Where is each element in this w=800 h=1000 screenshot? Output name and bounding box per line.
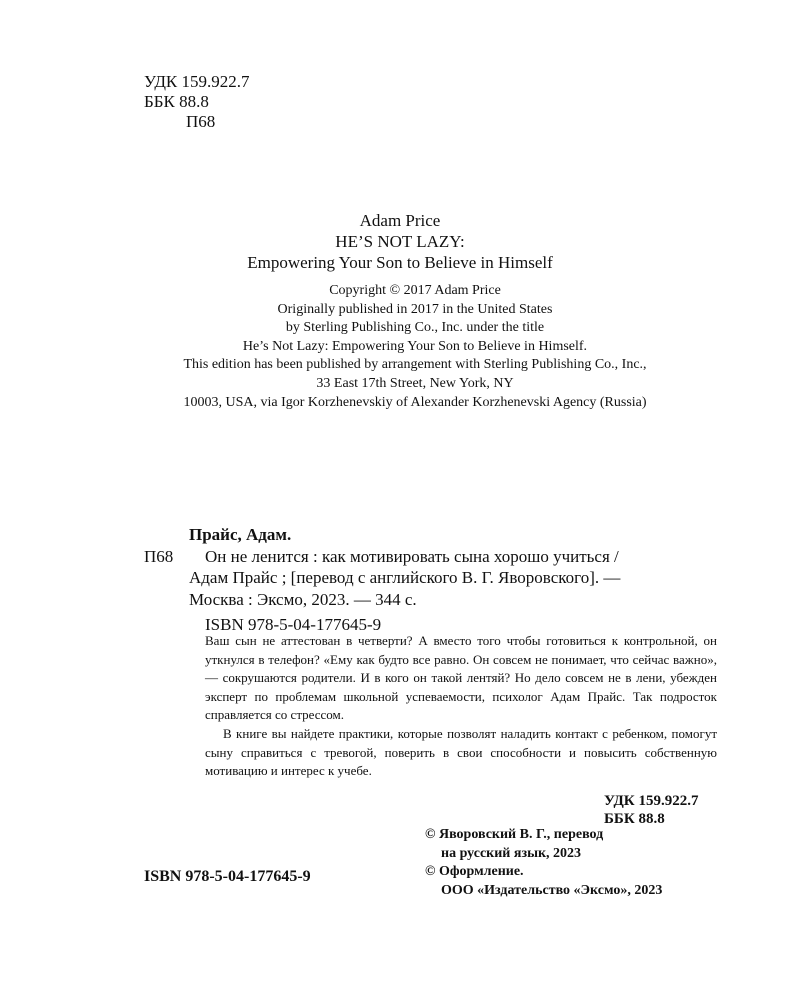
original-title: HE’S NOT LAZY: (335, 232, 465, 251)
classification-codes-top (144, 72, 250, 132)
copyright-line: 10003, USA, via Igor Korzhenevskiy of Alexander Korzhenevski Agency (Russia) (183, 394, 647, 410)
copyright-line: This edition has been published by arrangement with Sterling Publishing Co., Inc., (183, 357, 647, 373)
design-copyright-line: © Оформление. (425, 864, 524, 879)
udk-code: УДК 159.922.7 (144, 72, 250, 91)
translation-copyright-line: © Яворовский В. Г., перевод (425, 827, 604, 842)
record-mark: П68 (144, 546, 174, 566)
record-responsibility: Адам Прайс ; [перевод с английского В. Г. Яворовского]. — (189, 568, 621, 587)
annotation-paragraph: Ваш сын не аттестован в четверти? А вместо того чтобы готовиться к контрольной, он уткнулся в телефон? «Ему как будто все равно. Он совсем не понимает, что сейчас важно», — сокрушаются родители. И в кого он такой лентяй? Но дело совсем не в лени, убежден эксперт по проблемам школьной успеваемости, психолог Адам Прайс. Так подросток справляется со стрессом. (205, 633, 717, 723)
bbk-code: ББК 88.8 (144, 92, 209, 111)
translation-copyright (425, 826, 662, 900)
copyright-line: Copyright © 2017 Adam Price (329, 283, 501, 298)
translation-copyright-line: на русский язык, 2023 (441, 845, 582, 861)
isbn-bottom: ISBN 978-5-04-177645-9 (144, 868, 311, 885)
copyright-line: He’s Not Lazy: Empowering Your Son to Believe in Himself. (242, 338, 588, 354)
record-title-line (144, 546, 724, 568)
copyright-line: 33 East 17th Street, New York, NY (316, 375, 514, 391)
copyright-line: Originally published in 2017 in the United States (277, 301, 553, 317)
copyright-line: by Sterling Publishing Co., Inc. under the title (285, 320, 545, 336)
publisher-copyright-line: ООО «Издательство «Эксмо», 2023 (441, 882, 663, 898)
copyright-notice (0, 282, 800, 412)
record-heading: Прайс, Адам. (189, 525, 292, 544)
record-isbn: ISBN 978-5-04-177645-9 (205, 615, 382, 634)
annotation-paragraph: В книге вы найдете практики, которые позволят наладить контакт с ребенком, помогут сыну справиться с тревогой, поверить в свои способности и повысить собственную мотивацию и интерес к учебе. (205, 725, 717, 779)
author-mark: П68 (186, 112, 216, 131)
record-title: Он не ленится : как мотивировать сына хорошо учиться / (205, 546, 619, 566)
classification-codes-bottom (604, 792, 698, 828)
bibliographic-record (144, 524, 724, 636)
udk-code-bottom: УДК 159.922.7 (604, 793, 699, 809)
bbk-code-bottom: ББК 88.8 (604, 811, 665, 827)
original-edition-block (0, 210, 800, 273)
original-subtitle: Empowering Your Son to Believe in Himself (247, 253, 553, 272)
annotation (205, 632, 717, 781)
original-author: Adam Price (359, 211, 441, 230)
record-imprint: Москва : Эксмо, 2023. — 344 с. (189, 589, 417, 609)
